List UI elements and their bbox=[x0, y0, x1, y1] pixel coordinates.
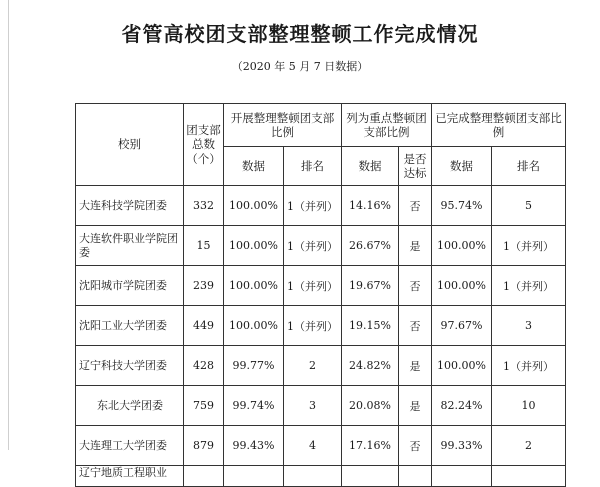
header-key-rectification: 列为重点整顿团支部比例 bbox=[342, 104, 432, 147]
cell-school: 大连理工大学团委 bbox=[76, 426, 184, 466]
cell-done-rank: 1（并列） bbox=[492, 346, 566, 386]
cell-count: 428 bbox=[184, 346, 224, 386]
cell-done: 97.67% bbox=[432, 306, 492, 346]
cell-carried-rank: 1（并列） bbox=[284, 306, 342, 346]
cell-carried-rank: 1（并列） bbox=[284, 186, 342, 226]
cell-done: 100.00% bbox=[432, 266, 492, 306]
subheader-data: 数据 bbox=[342, 147, 399, 186]
cell-key: 19.67% bbox=[342, 266, 399, 306]
table-row bbox=[76, 266, 566, 306]
cell-meets: 否 bbox=[399, 306, 432, 346]
cell-carried-rank bbox=[284, 466, 342, 487]
cell-carried: 100.00% bbox=[224, 226, 284, 266]
cell-count: 759 bbox=[184, 386, 224, 426]
cell-meets: 是 bbox=[399, 346, 432, 386]
table-row bbox=[76, 386, 566, 426]
cell-done-rank: 2 bbox=[492, 426, 566, 466]
cell-school: 辽宁地质工程职业 bbox=[76, 466, 184, 487]
cell-key: 17.16% bbox=[342, 426, 399, 466]
header-branch-count: 团支部总数（个） bbox=[184, 104, 224, 186]
header-school: 校别 bbox=[76, 104, 184, 186]
cell-key: 26.67% bbox=[342, 226, 399, 266]
page-title: 省管高校团支部整理整顿工作完成情况 bbox=[121, 22, 479, 46]
status-table bbox=[75, 103, 566, 487]
cell-done bbox=[432, 466, 492, 487]
subheader-data: 数据 bbox=[224, 147, 284, 186]
table-row bbox=[76, 306, 566, 346]
cell-school: 辽宁科技大学团委 bbox=[76, 346, 184, 386]
cell-carried: 99.43% bbox=[224, 426, 284, 466]
cell-meets: 否 bbox=[399, 266, 432, 306]
cell-key: 19.15% bbox=[342, 306, 399, 346]
cell-carried: 99.74% bbox=[224, 386, 284, 426]
subheader-meets: 是否达标 bbox=[399, 147, 432, 186]
page-subtitle: （2020 年 5 月 7 日数据） bbox=[231, 60, 369, 73]
subheader-data: 数据 bbox=[432, 147, 492, 186]
cell-carried: 100.00% bbox=[224, 266, 284, 306]
table-row bbox=[76, 226, 566, 266]
table-row bbox=[76, 346, 566, 386]
cell-done: 95.74% bbox=[432, 186, 492, 226]
cell-meets: 是 bbox=[399, 226, 432, 266]
cell-count: 332 bbox=[184, 186, 224, 226]
cell-carried: 100.00% bbox=[224, 186, 284, 226]
cell-count: 239 bbox=[184, 266, 224, 306]
cell-done-rank: 5 bbox=[492, 186, 566, 226]
cell-done: 100.00% bbox=[432, 346, 492, 386]
cell-key: 24.82% bbox=[342, 346, 399, 386]
cell-done: 100.00% bbox=[432, 226, 492, 266]
cell-count: 449 bbox=[184, 306, 224, 346]
cell-carried-rank: 4 bbox=[284, 426, 342, 466]
cell-done: 82.24% bbox=[432, 386, 492, 426]
header-completed: 已完成整理整顿团支部比例 bbox=[432, 104, 566, 147]
cell-school: 沈阳城市学院团委 bbox=[76, 266, 184, 306]
cell-carried-rank: 2 bbox=[284, 346, 342, 386]
cell-count: 879 bbox=[184, 426, 224, 466]
cell-carried: 99.77% bbox=[224, 346, 284, 386]
header-carried-out: 开展整理整顿团支部比例 bbox=[224, 104, 342, 147]
cell-carried-rank: 3 bbox=[284, 386, 342, 426]
cell-carried-rank: 1（并列） bbox=[284, 266, 342, 306]
cell-count bbox=[184, 466, 224, 487]
subheader-rank: 排名 bbox=[284, 147, 342, 186]
cell-done: 99.33% bbox=[432, 426, 492, 466]
cell-meets: 否 bbox=[399, 186, 432, 226]
cell-count: 15 bbox=[184, 226, 224, 266]
cell-carried bbox=[224, 466, 284, 487]
table-row bbox=[76, 466, 566, 487]
cell-school: 大连科技学院团委 bbox=[76, 186, 184, 226]
cell-school: 沈阳工业大学团委 bbox=[76, 306, 184, 346]
cell-school: 东北大学团委 bbox=[76, 386, 184, 426]
cell-key: 14.16% bbox=[342, 186, 399, 226]
cell-done-rank bbox=[492, 466, 566, 487]
subheader-rank: 排名 bbox=[492, 147, 566, 186]
cell-key: 20.08% bbox=[342, 386, 399, 426]
cell-carried: 100.00% bbox=[224, 306, 284, 346]
cell-meets: 否 bbox=[399, 426, 432, 466]
cell-meets bbox=[399, 466, 432, 487]
cell-done-rank: 1（并列） bbox=[492, 226, 566, 266]
table-row bbox=[76, 186, 566, 226]
table-row bbox=[76, 426, 566, 466]
cell-done-rank: 10 bbox=[492, 386, 566, 426]
cell-meets: 是 bbox=[399, 386, 432, 426]
cell-school: 大连软件职业学院团委 bbox=[76, 226, 184, 266]
cell-key bbox=[342, 466, 399, 487]
table-header-row bbox=[76, 104, 566, 147]
cell-done-rank: 1（并列） bbox=[492, 266, 566, 306]
cell-done-rank: 3 bbox=[492, 306, 566, 346]
cell-carried-rank: 1（并列） bbox=[284, 226, 342, 266]
